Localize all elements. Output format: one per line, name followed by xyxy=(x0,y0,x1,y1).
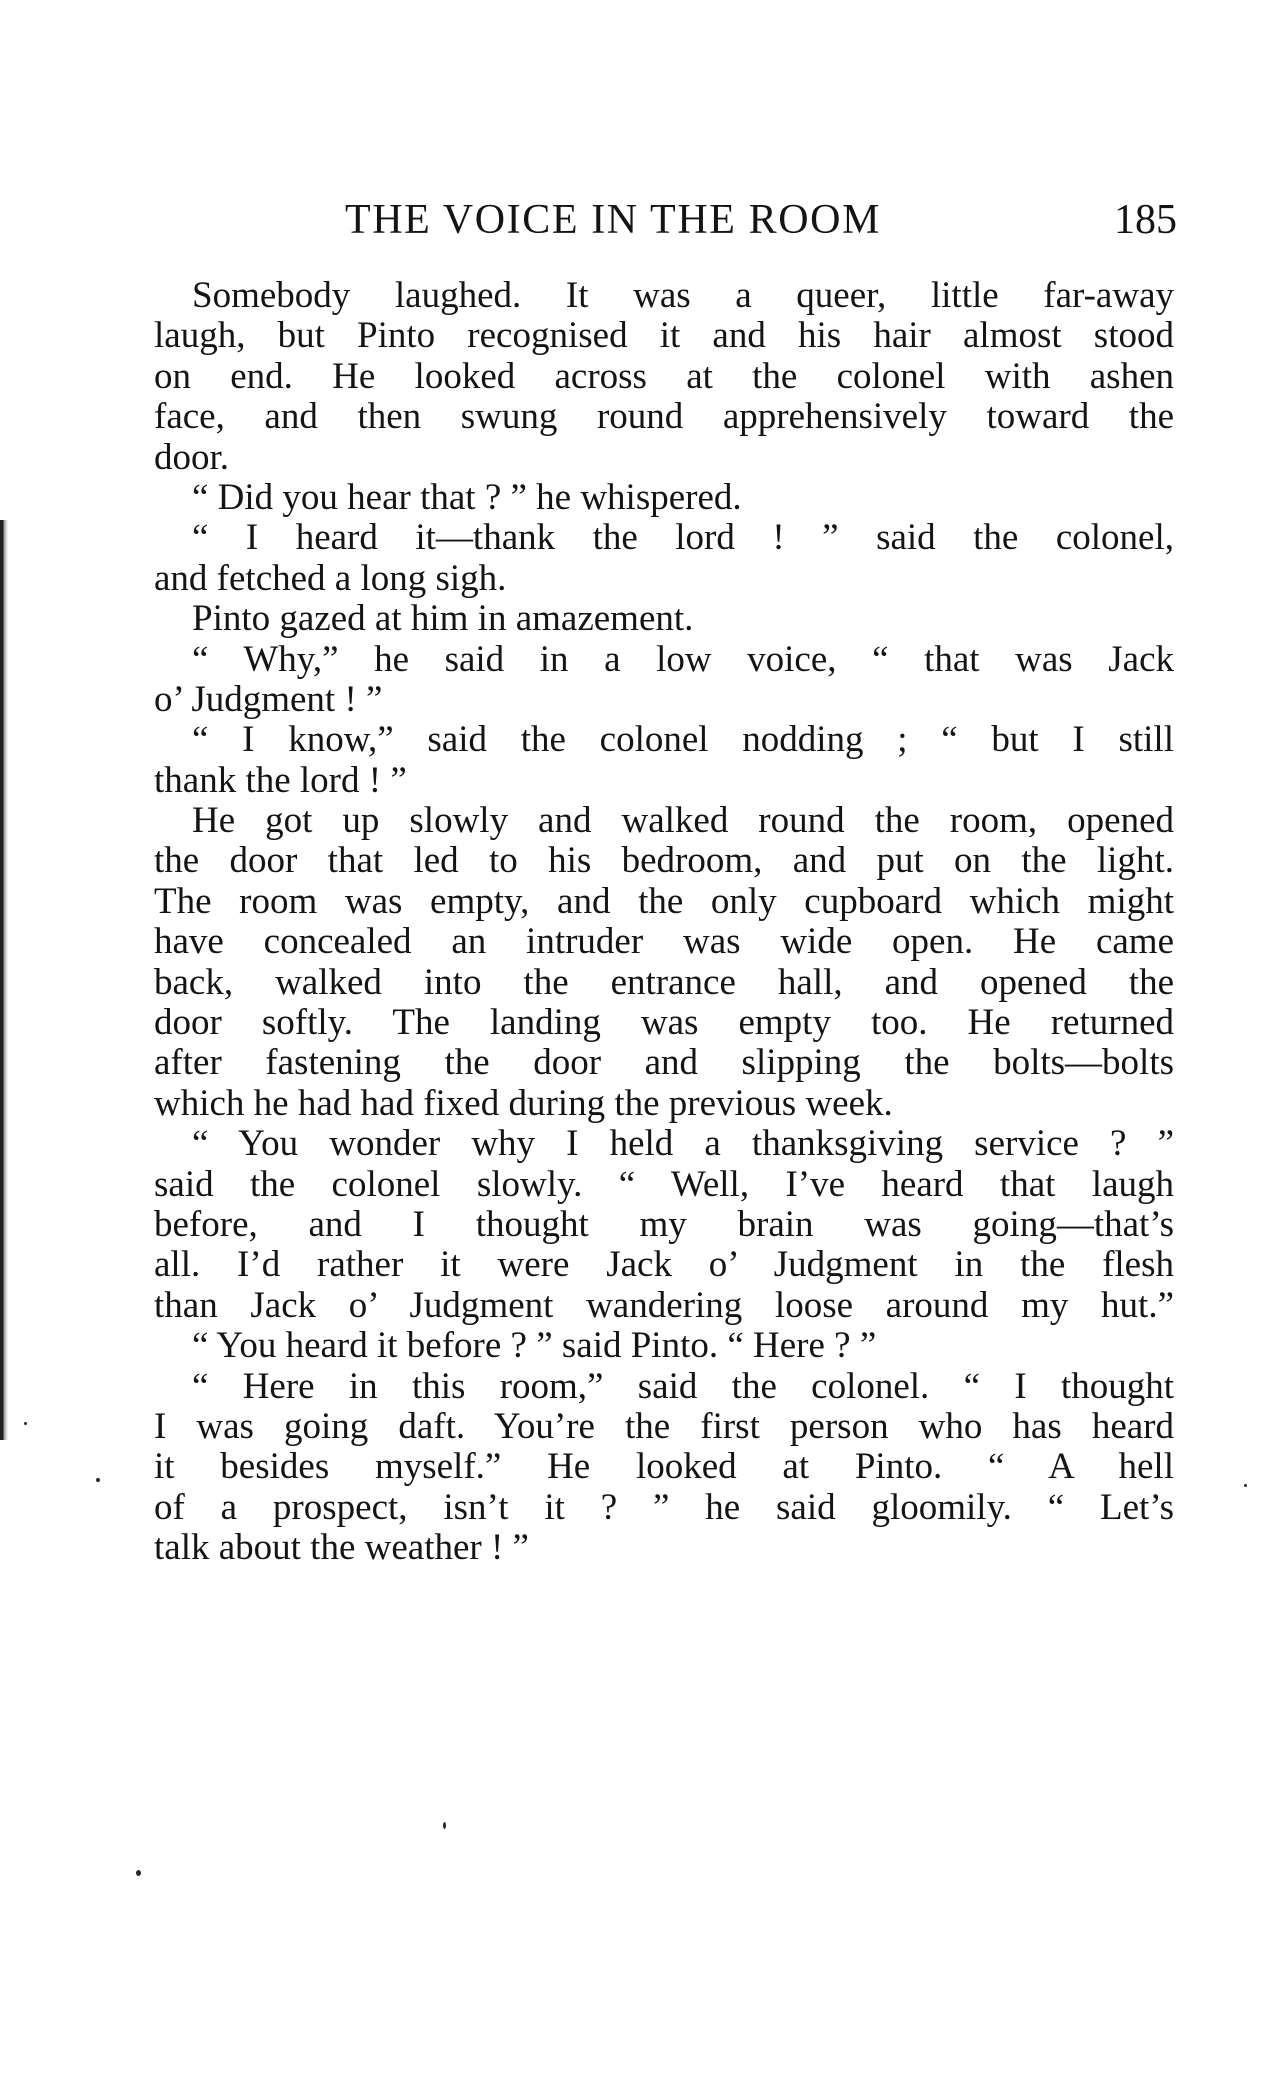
text-line: before, and I thought my brain was going—that’s xyxy=(154,1203,1174,1245)
text-line: He got up slowly and walked round the room, opened xyxy=(192,800,1174,842)
scan-speck xyxy=(1244,1484,1247,1487)
text-line: face, and then swung round apprehensively toward the xyxy=(154,396,1174,438)
text-line: “ Did you hear that ? ” he whispered. xyxy=(192,476,742,518)
text-line: o’ Judgment ! ” xyxy=(154,678,383,720)
text-line: The room was empty, and the only cupboard which might xyxy=(154,880,1174,922)
page-number: 185 xyxy=(1114,197,1177,243)
text-line: it besides myself.” He looked at Pinto. “ A hell xyxy=(154,1446,1174,1488)
text-line: all. I’d rather it were Jack o’ Judgment in the flesh xyxy=(154,1244,1174,1286)
text-line: “ I heard it—thank the lord ! ” said the colonel, xyxy=(192,517,1174,559)
text-line: Somebody laughed. It was a queer, little far-away xyxy=(192,275,1174,316)
text-line: after fastening the door and slipping the bolts—bolts xyxy=(154,1042,1174,1084)
text-line: which he had had fixed during the previous week. xyxy=(154,1082,893,1124)
scan-edge-shadow xyxy=(0,520,8,1440)
text-line: talk about the weather ! ” xyxy=(154,1527,529,1569)
text-line: laugh, but Pinto recognised it and his hair almost stood xyxy=(154,315,1174,357)
text-line: “ You wonder why I held a thanksgiving service ? ” xyxy=(192,1123,1174,1165)
scan-speck xyxy=(443,1822,446,1829)
text-line: I was going daft. You’re the first person who has heard xyxy=(154,1405,1174,1447)
scan-speck xyxy=(24,1422,27,1425)
text-line: “ You heard it before ? ” said Pinto. “ Here ? ” xyxy=(192,1325,877,1367)
text-line: back, walked into the entrance hall, and opened the xyxy=(154,961,1174,1003)
text-line: and fetched a long sigh. xyxy=(154,557,507,599)
running-head xyxy=(345,192,1177,248)
chapter-title: THE VOICE IN THE ROOM xyxy=(345,197,882,243)
text-line: “ Why,” he said in a low voice, “ that was Jack xyxy=(192,638,1174,680)
scan-speck xyxy=(96,1478,100,1482)
text-line: door softly. The landing was empty too. He returned xyxy=(154,1002,1174,1044)
text-line: door. xyxy=(154,436,230,478)
text-line: “ Here in this room,” said the colonel. “ I thought xyxy=(192,1365,1174,1407)
body-text xyxy=(154,276,1174,1569)
text-line: have concealed an intruder was wide open. He came xyxy=(154,921,1174,963)
text-line: said the colonel slowly. “ Well, I’ve heard that laugh xyxy=(154,1163,1174,1205)
text-line: “ I know,” said the colonel nodding ; “ but I still xyxy=(192,719,1174,761)
text-line: the door that led to his bedroom, and put on the light. xyxy=(154,840,1174,882)
text-line: of a prospect, isn’t it ? ” he said gloomily. “ Let’s xyxy=(154,1486,1174,1528)
text-line: than Jack o’ Judgment wandering loose around my hut.” xyxy=(154,1284,1174,1326)
text-line: thank the lord ! ” xyxy=(154,759,407,801)
text-line: Pinto gazed at him in amazement. xyxy=(192,598,694,640)
scan-speck xyxy=(136,1870,141,1876)
text-line: on end. He looked across at the colonel with ashen xyxy=(154,355,1174,397)
